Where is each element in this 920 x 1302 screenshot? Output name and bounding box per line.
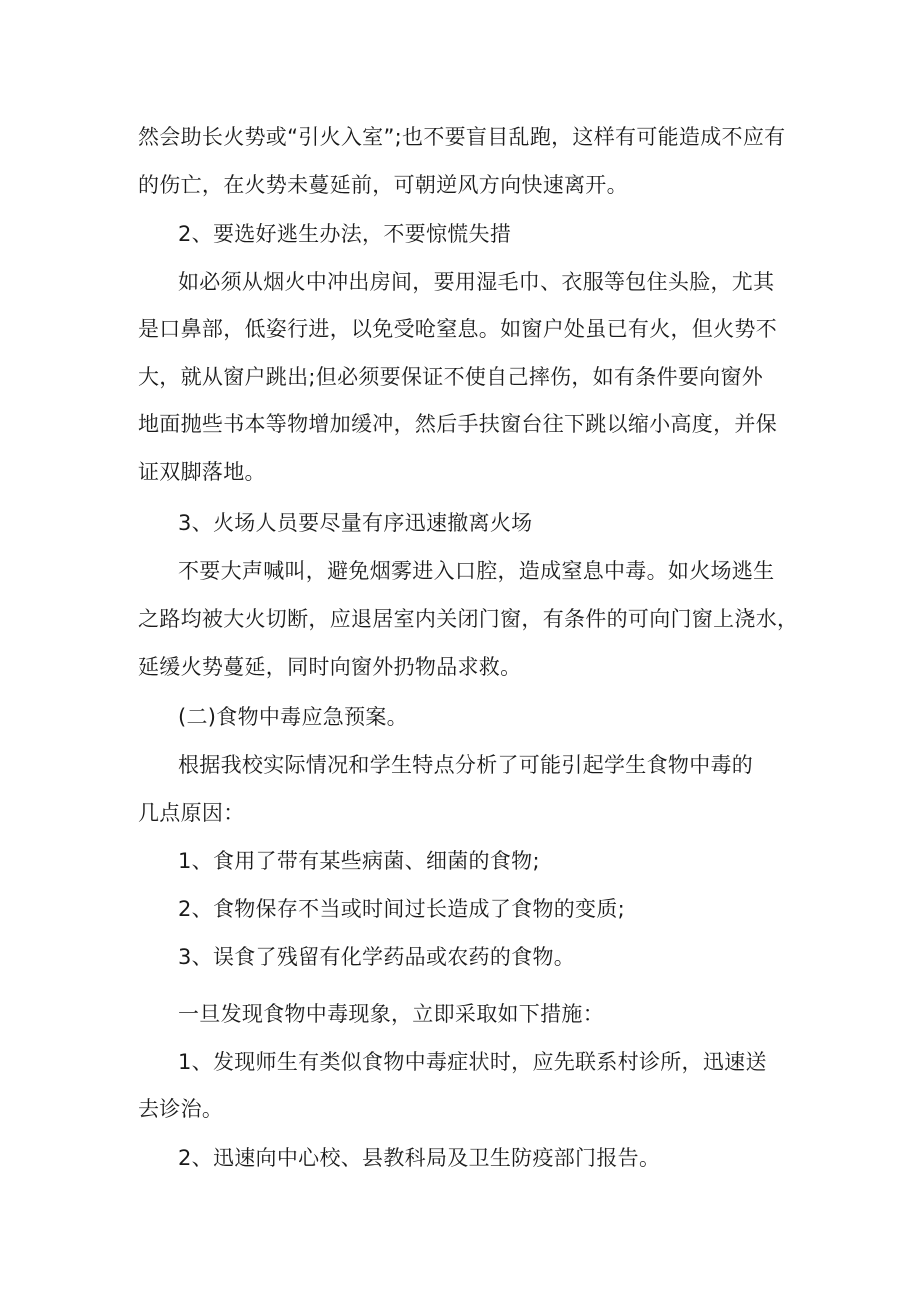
text-line: 延缓火势蔓延，同时向窗外扔物品求救。 [138,655,522,679]
text-line: 然会助长火势或“引火入室”;也不要盲目乱跑，这样有可能造成不应有 [138,125,786,149]
text-line: 之路均被大火切断，应退居室内关闭门窗，有条件的可向门窗上浇水， [138,607,799,631]
text-line: 几点原因： [138,801,245,825]
list-item: 2、迅速向中心校、县教科局及卫生防疫部门报告。 [178,1146,661,1170]
text-line: 的伤亡，在火势未蔓延前，可朝逆风方向快速离开。 [138,173,628,197]
text-line: 是口鼻部，低姿行进，以免受呛窒息。如窗户处虽已有火，但火势不 [138,317,777,341]
section-heading: (二)食物中毒应急预案。 [178,705,408,729]
text-line: 如必须从烟火中冲出房间，要用湿毛巾、衣服等包住头脸，尤其 [178,270,775,294]
text-line: 去诊治。 [138,1097,224,1121]
list-item-heading: 3、火场人员要尽量有序迅速撤离火场 [178,511,533,535]
list-item: 2、食物保存不当或时间过长造成了食物的变质; [178,897,626,921]
text-line: 地面抛些书本等物增加缓冲，然后手扶窗台往下跳以缩小高度，并保 [138,412,777,436]
text-line: 大，就从窗户跳出;但必须要保证不使自己摔伤，如有条件要向窗外 [138,365,764,389]
list-item: 1、食用了带有某些病菌、细菌的食物; [178,849,540,873]
text-line: 根据我校实际情况和学生特点分析了可能引起学生食物中毒的 [178,753,754,777]
text-line: 一旦发现食物中毒现象，立即采取如下措施： [178,1002,604,1026]
text-line: 不要大声喊叫，避免烟雾进入口腔，造成窒息中毒。如火场逃生 [178,559,775,583]
list-item: 1、发现师生有类似食物中毒症状时，应先联系村诊所，迅速送 [178,1050,767,1074]
list-item-heading: 2、要选好逃生办法，不要惊慌失措 [178,222,512,246]
text-line: 证双脚落地。 [138,460,266,484]
list-item: 3、误食了残留有化学药品或农药的食物。 [178,945,576,969]
